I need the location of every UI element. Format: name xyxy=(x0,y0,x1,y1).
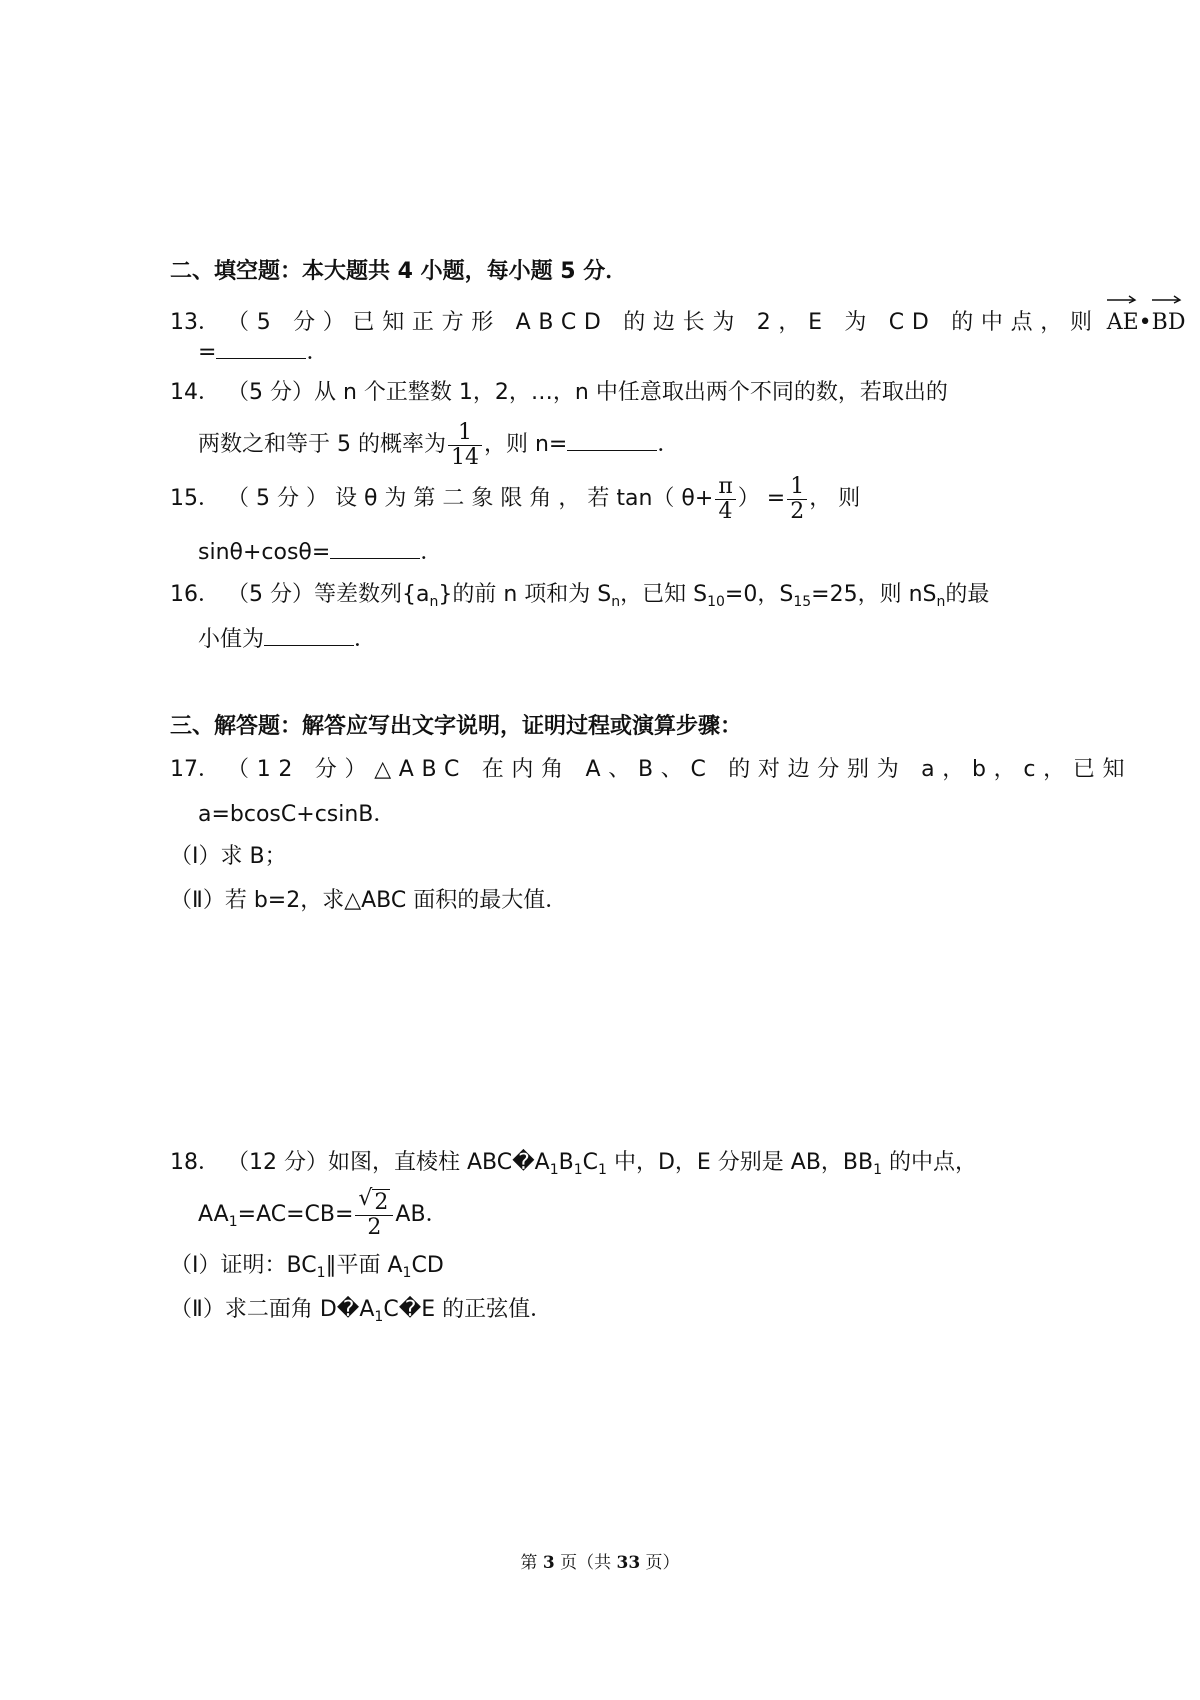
section-heading-solutions: 三、解答题：解答应写出文字说明，证明过程或演算步骤： xyxy=(170,714,743,739)
subscript: n xyxy=(936,594,946,610)
subscript: 1 xyxy=(549,1162,559,1178)
subscript: n xyxy=(611,594,621,610)
question-text: A xyxy=(534,1150,550,1175)
section-heading-fill-in: 二、填空题：本大题共 4 小题，每小题 5 分． xyxy=(170,259,628,284)
question-text: 的中点， xyxy=(882,1150,978,1175)
question-text: （5 分）等差数列{a xyxy=(227,582,430,607)
question-text: =25，则 nS xyxy=(811,582,937,607)
question-17-part2: （Ⅱ）若 b=2，求△ABC 面积的最大值． xyxy=(170,888,568,913)
question-text: 小值为 xyxy=(198,627,265,652)
question-number: 13． xyxy=(170,310,220,335)
question-17-part1: （Ⅰ）求 B； xyxy=(170,844,287,869)
question-text: ∥平面 A xyxy=(325,1253,403,1278)
sqrt-symbol: √ 2 xyxy=(358,1185,389,1215)
fraction: $\frac{1}{14}$ xyxy=(448,421,482,470)
question-text: }的前 n 项和为 S xyxy=(438,582,612,607)
question-text: AA xyxy=(198,1202,229,1227)
question-number: 15． xyxy=(170,486,220,511)
question-text: （5 分）从 n 个正整数 1，2，…，n 中任意取出两个不同的数，若取出的 xyxy=(227,380,948,405)
fraction-pi-over-4: $\frac{\pi}{4}$ xyxy=(715,475,735,524)
question-number: 16． xyxy=(170,582,220,607)
question-14 xyxy=(170,378,948,408)
period: ． xyxy=(657,432,680,457)
question-text: =0，S xyxy=(724,582,794,607)
question-text: E 的正弦值． xyxy=(421,1297,553,1322)
subscript: 1 xyxy=(374,1309,384,1325)
vector-arrow-icon xyxy=(1152,294,1182,304)
question-15 xyxy=(170,473,860,525)
subscript: 1 xyxy=(402,1265,412,1281)
subscript: 1 xyxy=(316,1265,326,1281)
page-footer: 第 3 页（共 33 页） xyxy=(520,1553,680,1573)
question-text: A xyxy=(359,1297,375,1322)
question-text: （Ⅱ）求二面角 D xyxy=(170,1297,337,1322)
question-text: 的最 xyxy=(945,582,990,607)
question-text: ， 则 xyxy=(809,486,861,511)
vector-arrow-icon xyxy=(1107,294,1137,304)
subscript: 15 xyxy=(793,594,812,610)
question-text: AB． xyxy=(395,1202,448,1227)
question-18-part1 xyxy=(170,1251,444,1288)
question-16 xyxy=(170,580,989,617)
missing-glyph: � xyxy=(398,1297,422,1322)
question-text: 两数之和等于 5 的概率为 xyxy=(198,432,446,457)
question-18 xyxy=(170,1148,977,1185)
vector-ae: AE xyxy=(1107,308,1139,338)
answer-blank[interactable] xyxy=(330,538,420,559)
period: ． xyxy=(420,540,443,565)
question-text: （5 分）已知正方形 ABCD 的边长为 2，E 为 CD 的中点，则 xyxy=(227,310,1100,335)
question-15-line2 xyxy=(198,538,442,568)
question-13 xyxy=(170,308,1185,338)
question-14-line2 xyxy=(198,420,679,470)
subscript: n xyxy=(429,594,439,610)
question-text: （Ⅰ）证明：BC xyxy=(170,1253,317,1278)
answer-blank[interactable] xyxy=(264,625,354,646)
equals-sign: = xyxy=(198,340,217,365)
subscript: 1 xyxy=(598,1162,607,1178)
fraction-sqrt2-over-2: √ 2 2 xyxy=(355,1191,393,1240)
subscript: 1 xyxy=(228,1214,238,1230)
question-17 xyxy=(170,755,1132,785)
subscript: 1 xyxy=(573,1162,583,1178)
missing-glyph: � xyxy=(512,1150,535,1175)
answer-blank[interactable] xyxy=(567,430,657,451)
question-16-line2 xyxy=(198,625,376,655)
question-number: 17． xyxy=(170,757,220,782)
question-text: =AC=CB= xyxy=(237,1202,354,1227)
subscript: 10 xyxy=(707,594,725,610)
missing-glyph: � xyxy=(336,1297,360,1322)
question-13-answer-line xyxy=(198,338,328,368)
answer-blank[interactable] xyxy=(216,338,306,359)
question-text: （12 分）如图，直棱柱 ABC xyxy=(227,1150,513,1175)
question-text: sinθ+cosθ= xyxy=(198,540,331,565)
question-17-line2: a=bcosC+csinB． xyxy=(198,802,396,827)
question-text: C xyxy=(383,1297,399,1322)
question-text: ，则 n= xyxy=(483,432,568,457)
total-pages: 33 xyxy=(616,1553,641,1573)
dot-operator: • xyxy=(1138,310,1152,335)
question-text: （12 分）△ABC 在内角 A、B、C 的对边分别为 a，b，c，已知 xyxy=(227,757,1133,782)
question-text: B xyxy=(558,1150,574,1175)
question-text: 中，D，E 分别是 AB，BB xyxy=(606,1150,874,1175)
question-number: 14． xyxy=(170,380,220,405)
question-18-part2 xyxy=(170,1295,552,1332)
period: ． xyxy=(306,340,329,365)
question-text: CD xyxy=(411,1253,444,1278)
question-text: ，已知 S xyxy=(620,582,708,607)
fraction-one-half: $\frac{1}{2}$ xyxy=(787,475,807,524)
vector-bd: BD xyxy=(1152,308,1186,338)
question-18-line2 xyxy=(198,1185,448,1249)
current-page: 3 xyxy=(542,1553,555,1573)
subscript: 1 xyxy=(873,1162,883,1178)
question-number: 18． xyxy=(170,1150,220,1175)
period: ． xyxy=(354,627,377,652)
question-text: （ 5 分 ） 设 θ 为 第 二 象 限 角 ， 若 tan（ θ+ xyxy=(227,486,714,511)
question-text: ） = xyxy=(737,486,786,511)
question-text: C xyxy=(582,1150,599,1175)
